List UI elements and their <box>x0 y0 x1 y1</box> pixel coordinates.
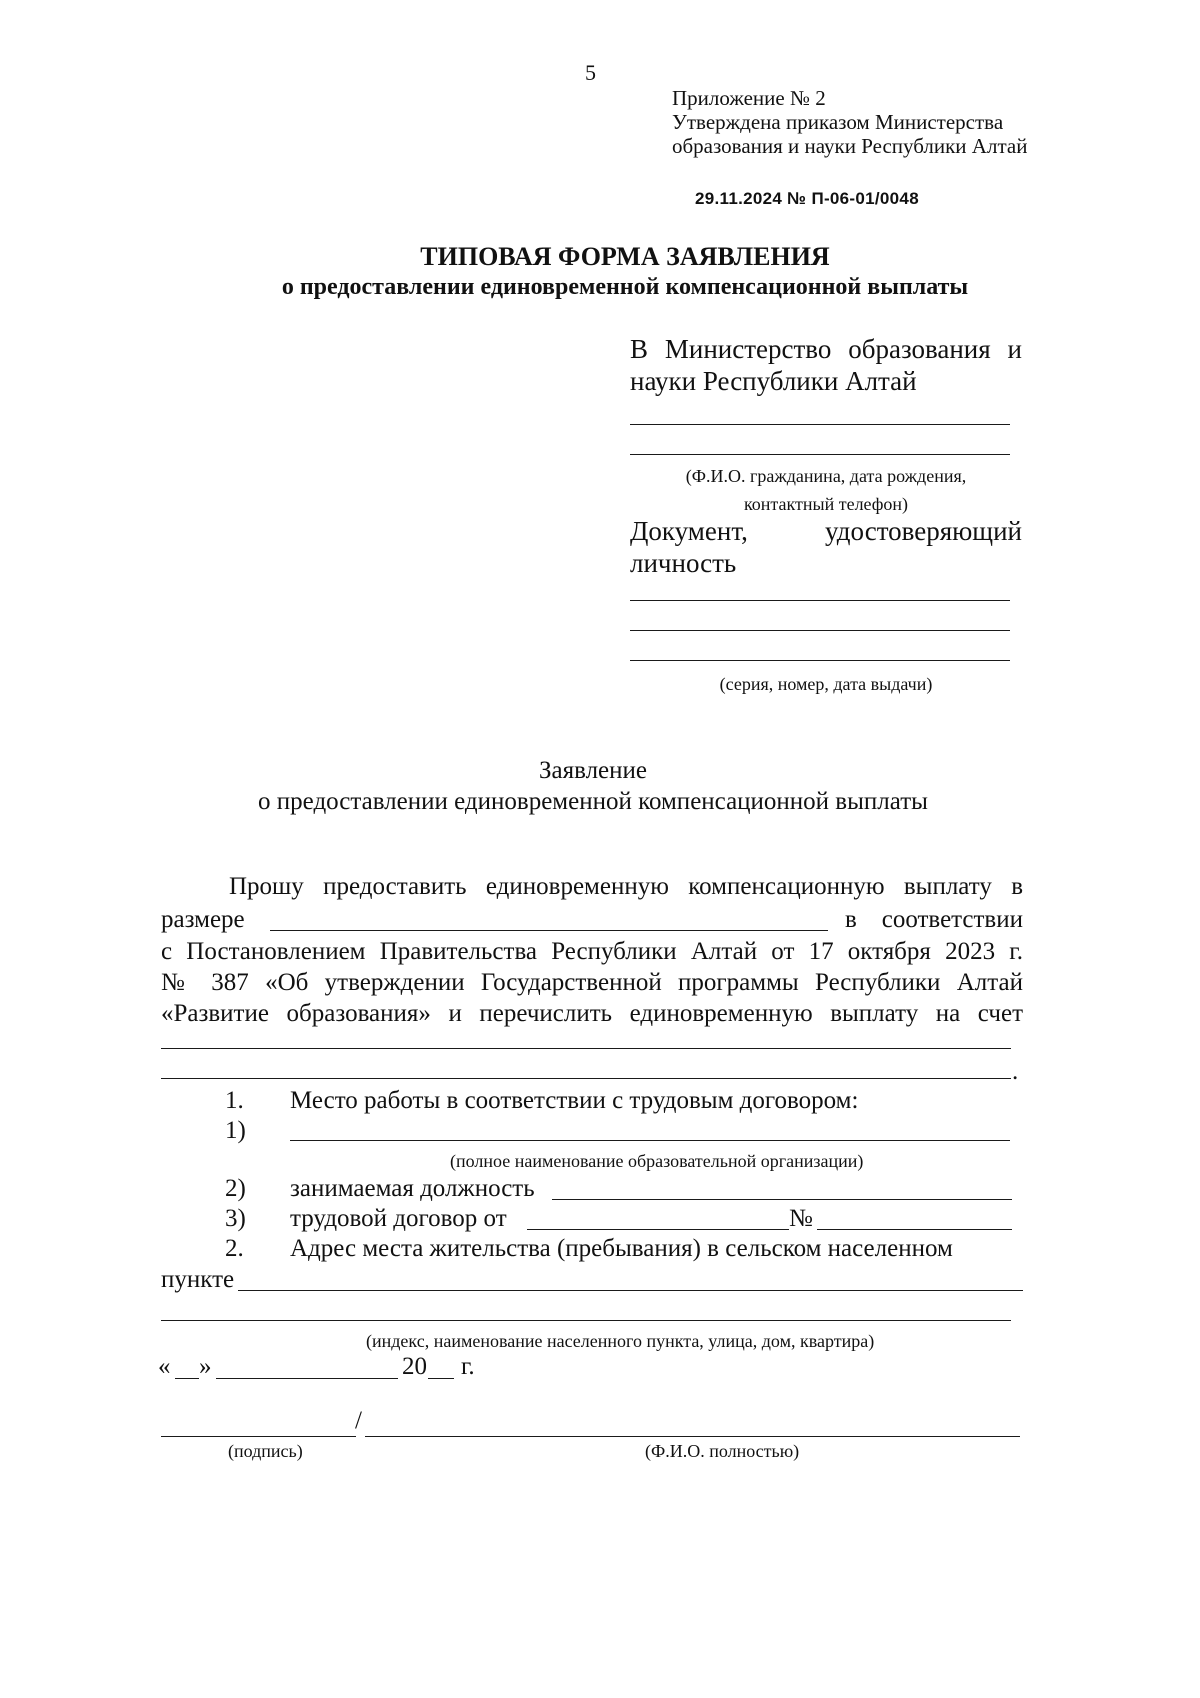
statement-heading: Заявление <box>538 757 648 784</box>
document-blank-1[interactable] <box>630 600 1010 601</box>
statement-accordance: в соответствии <box>845 906 1023 933</box>
addressee-word: и <box>1007 334 1022 364</box>
account-blank-1[interactable] <box>161 1048 1011 1049</box>
signature-slash: / <box>355 1407 362 1434</box>
position-blank[interactable] <box>552 1199 1012 1200</box>
addressee-word: образования <box>848 334 991 364</box>
fio-caption-1: (Ф.И.О. гражданина, дата рождения, <box>685 466 967 486</box>
addressee-word: Министерство <box>664 334 832 364</box>
contract-label: трудовой договор от <box>290 1205 507 1232</box>
document-line-2: личность <box>630 548 737 578</box>
item-number-2: 2. <box>225 1235 244 1262</box>
form-title: ТИПОВАЯ ФОРМА ЗАЯВЛЕНИЯ <box>420 242 830 271</box>
appendix-order: 29.11.2024 № П-06-01/0048 <box>695 189 919 208</box>
subitem-number-2: 2) <box>225 1175 246 1202</box>
document-line-1 <box>630 516 1022 547</box>
appendix-label: Приложение № 2 <box>672 86 826 110</box>
full-name-caption: (Ф.И.О. полностью) <box>645 1441 800 1461</box>
date-year-suffix: г. <box>461 1353 475 1380</box>
item-workplace-label: Место работы в соответствии с трудовым договором: <box>290 1087 859 1114</box>
address-caption: (индекс, наименование населенного пункта, улица, дом, квартира) <box>366 1331 875 1351</box>
amount-blank[interactable] <box>270 930 828 931</box>
address-blank-2[interactable] <box>161 1320 1011 1321</box>
date-quote-close: » <box>199 1353 212 1380</box>
appendix-approved: Утверждена приказом Министерства <box>672 110 1004 134</box>
subitem-number-3: 3) <box>225 1205 246 1232</box>
signature-blank[interactable] <box>161 1436 356 1437</box>
account-period: . <box>1012 1058 1019 1085</box>
item-number-1: 1. <box>225 1087 244 1114</box>
organization-caption: (полное наименование образовательной организации) <box>450 1151 864 1171</box>
position-label: занимаемая должность <box>290 1175 535 1202</box>
fio-caption-2: контактный телефон) <box>743 494 909 514</box>
document-caption: (серия, номер, дата выдачи) <box>719 674 933 694</box>
contract-number-blank[interactable] <box>817 1229 1012 1230</box>
document-word: удостоверяющий <box>825 516 1022 546</box>
document-blank-2[interactable] <box>630 630 1010 631</box>
address-blank-1[interactable] <box>238 1290 1023 1291</box>
document-word: Документ, <box>630 516 748 546</box>
account-blank-2[interactable] <box>161 1078 1011 1079</box>
date-month-blank[interactable] <box>216 1378 398 1379</box>
fio-blank-1[interactable] <box>630 424 1010 425</box>
statement-line-1: Прошу предоставить единовременную компенсационную выплату в <box>229 873 1023 900</box>
date-year-prefix: 20 <box>402 1353 427 1380</box>
date-quote-open: « <box>158 1353 171 1380</box>
statement-line-5: «Развитие образования» и перечислить единовременную выплату на счет <box>161 1000 1023 1027</box>
addressee-line-2: науки Республики Алтай <box>630 366 917 396</box>
date-year-blank[interactable] <box>428 1378 454 1379</box>
statement-line-3: с Постановлением Правительства Республики Алтай от 17 октября 2023 г. <box>161 938 1023 965</box>
page-number: 5 <box>585 60 596 85</box>
addressee-line-1 <box>630 334 1022 365</box>
organization-blank[interactable] <box>290 1140 1010 1141</box>
contract-number-label: № <box>789 1205 813 1232</box>
statement-line-4: № 387 «Об утверждении Государственной программы Республики Алтай <box>161 969 1023 996</box>
full-name-blank[interactable] <box>365 1436 1020 1437</box>
signature-caption: (подпись) <box>228 1441 303 1461</box>
statement-subheading: о предоставлении единовременной компенсационной выплаты <box>258 788 928 815</box>
address-continuation: пункте <box>161 1266 235 1293</box>
addressee-word: В <box>630 334 649 364</box>
subitem-number-1: 1) <box>225 1117 246 1144</box>
form-subtitle: о предоставлении единовременной компенсационной выплаты <box>281 274 969 300</box>
statement-size-label: размере <box>161 906 245 933</box>
date-day-blank[interactable] <box>175 1378 199 1379</box>
document-blank-3[interactable] <box>630 660 1010 661</box>
contract-date-blank[interactable] <box>527 1229 789 1230</box>
fio-blank-2[interactable] <box>630 454 1010 455</box>
address-label: Адрес места жительства (пребывания) в сельском населенном <box>290 1235 953 1262</box>
appendix-ministry: образования и науки Республики Алтай <box>672 134 1028 158</box>
